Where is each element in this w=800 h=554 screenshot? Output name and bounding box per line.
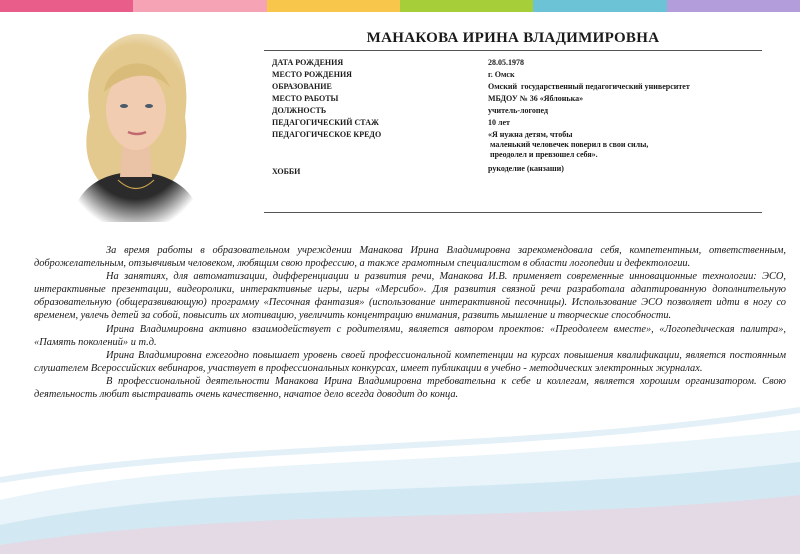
- info-label: МЕСТО РАБОТЫ: [272, 94, 339, 103]
- divider-top: [264, 50, 762, 51]
- info-row-workplace: [272, 94, 762, 106]
- info-value: 10 лет: [488, 118, 510, 127]
- bio-paragraph: За время работы в образовательном учреждении Манакова Ирина Владимировна зарекомендовала себя, компетентным, ответственным, доброжелательным, отзывчивым человеком, любящим свою профессию, а также грамотным специалистом в области логопедии и дефектологии.: [34, 245, 786, 270]
- info-label: ПЕДАГОГИЧЕСКИЙ СТАЖ: [272, 118, 379, 127]
- person-name: МАНАКОВА ИРИНА ВЛАДИМИРОВНА: [366, 30, 660, 46]
- info-label: МЕСТО РОЖДЕНИЯ: [272, 70, 352, 79]
- stripe-segment: [400, 0, 533, 12]
- info-value: МБДОУ № 36 «Яблонька»: [488, 94, 584, 103]
- info-row-birth-place: [272, 70, 762, 82]
- stripe-segment: [133, 0, 266, 12]
- info-value: Омский государственный педагогический университет: [488, 82, 690, 91]
- stripe-segment: [667, 0, 800, 12]
- stripe-segment: [533, 0, 666, 12]
- info-label: ДАТА РОЖДЕНИЯ: [272, 58, 344, 67]
- info-row-education: [272, 82, 762, 94]
- info-row-position: [272, 106, 762, 118]
- color-stripe: [0, 0, 800, 12]
- info-value: «Я нужна детям, чтобы маленький человечек поверил в свои силы, преодолел и превзошел себя».: [488, 130, 649, 159]
- info-value: рукоделие (канзаши): [488, 164, 564, 173]
- stripe-segment: [0, 0, 133, 12]
- stripe-segment: [267, 0, 400, 12]
- info-value: учитель-логопед: [488, 106, 549, 115]
- portrait-photo: [60, 22, 210, 222]
- bio-paragraph: На занятиях, для автоматизации, дифференциации и развития речи, Манакова И.В. применяет современные инновационные технологии: ЭСО, интерактивные презентации, видеоролики, интерактивные игры, игры «Мерсибо». Для развития связной речи разработала адаптированную дополнительную образовательную (общеразвивающую) программу «Песочная фантазия» (использование интерактивной песочницы). Использование ЭСО позволяет идти в ногу со временем, увлечь детей за собой, повысить их мотивацию, увеличить концентрацию внимания, развить мышление и творческие способности.: [34, 271, 786, 322]
- info-row-birth-date: [272, 58, 762, 70]
- info-label: ДОЛЖНОСТЬ: [272, 106, 327, 115]
- info-label: ПЕДАГОГИЧЕСКОЕ КРЕДО: [272, 130, 382, 139]
- info-row-credo: [272, 130, 762, 159]
- info-label: ХОББИ: [272, 167, 301, 176]
- biography-text: [34, 244, 786, 401]
- bio-paragraph: Ирина Владимировна активно взаимодействует с родителями, является автором проектов: «Преодолеем вместе», «Логопедическая палитра», «Память поколений» и т.д.: [34, 323, 786, 348]
- bio-paragraph: Ирина Владимировна ежегодно повышает уровень своей профессиональной компетенции на курсах повышения квалификации, является постоянным слушателем Всероссийских вебинаров, участвует в профессиональных конкурсах, имеет публикации в учебно - методических электронных журналах.: [34, 349, 786, 374]
- info-row-experience: [272, 118, 762, 130]
- info-value: 28.05.1978: [488, 58, 524, 67]
- info-row-hobby: [272, 164, 762, 176]
- info-label: ОБРАЗОВАНИЕ: [272, 82, 332, 91]
- divider-bottom: [264, 212, 762, 213]
- bio-paragraph: В профессиональной деятельности Манакова Ирина Владимировна требовательна к себе и коллегам, является хорошим организатором. Свою деятельность любит выстраивать очень качественно, начатое дело всегда доводит до конца.: [34, 375, 786, 401]
- info-value: г. Омск: [488, 70, 515, 79]
